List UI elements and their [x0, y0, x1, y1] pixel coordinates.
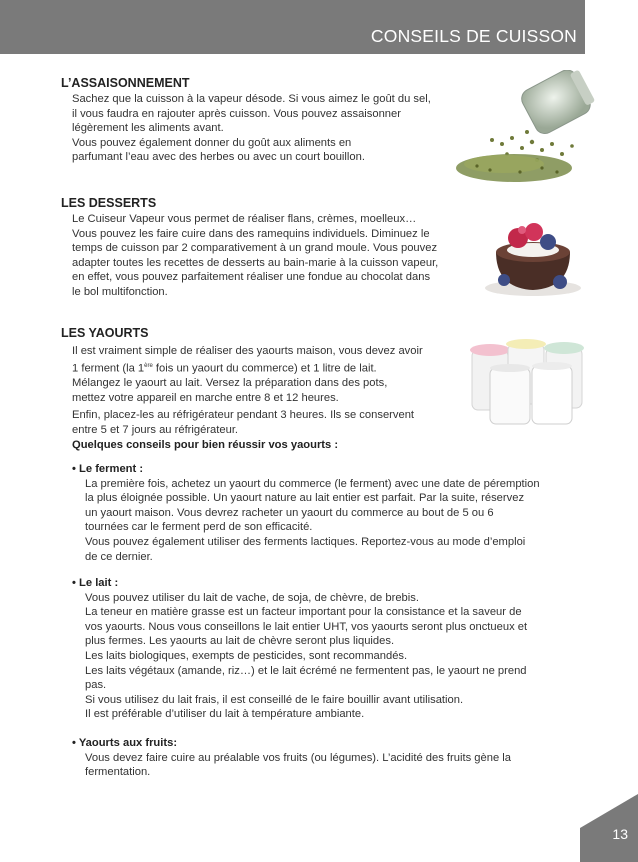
text-line: légèrement les aliments avant.	[72, 122, 224, 135]
text-line: pas.	[85, 679, 107, 692]
text-line: temps de cuisson par 2 comparativement à un grand moule. Vous pouvez	[72, 242, 438, 255]
text-line: La première fois, achetez un yaourt du commerce (le ferment) avec une date de péremption	[85, 477, 540, 490]
text-line: un yaourt maison. Vous devrez racheter un yaourt du commerce au bout de 5 ou 6	[85, 506, 494, 519]
text-line: Mélangez le yaourt au lait. Versez la préparation dans des pots,	[72, 376, 388, 389]
section-header-band	[0, 0, 585, 54]
text-fragment: 1 ferment (la 1	[72, 362, 145, 375]
text-line: Il est vraiment simple de réaliser des yaourts maison, vous devez avoir	[72, 345, 423, 357]
text-line: Sachez que la cuisson à la vapeur désode. Si vous aimez le goût du sel,	[72, 93, 431, 105]
text-line: tournées car le ferment perd de son efficacité.	[85, 521, 313, 534]
text-line: en effet, vous pouvez parfaitement réaliser une fondue au chocolat dans	[72, 271, 431, 284]
seasoning-text	[72, 92, 472, 165]
page-corner-tab	[580, 794, 638, 862]
text-line: Les laits végétaux (amande, riz…) et le lait écrémé ne fermentent pas, le yaourt ne prend	[85, 664, 527, 677]
text-line: vos yaourts. Nous vous conseillons le lait entier UHT, vos yaourts seront plus onctueux et	[85, 620, 528, 633]
bullet-label: • Le ferment :	[72, 463, 144, 475]
seasoning-heading: L’ASSAISONNEMENT	[61, 76, 190, 90]
text-line: la plus éloignée possible. Un yaourt nature au lait entier est parfait. Par la suite, réservez	[85, 492, 525, 505]
page-title: CONSEILS DE CUISSON	[370, 26, 577, 46]
text-line: Vous pouvez utiliser du lait de vache, de soja, de chèvre, de brebis.	[85, 591, 419, 604]
text-line: Vous pouvez également utiliser des ferments lactiques. Reportez-vous au mode d’emploi	[85, 535, 526, 548]
text-line: Si vous utilisez du lait frais, il est conseillé de le faire bouillir avant utilisation.	[85, 693, 464, 706]
yogurts-heading: LES YAOURTS	[61, 326, 149, 340]
text-line: de ce dernier.	[85, 550, 153, 563]
desserts-heading: LES DESSERTS	[61, 196, 157, 210]
text-line	[72, 359, 461, 376]
text-line: Il est préférable d’utiliser du lait à température ambiante.	[85, 708, 365, 721]
text-line: Le Cuiseur Vapeur vous permet de réaliser flans, crèmes, moelleux…	[72, 213, 417, 225]
text-line: La teneur en matière grasse est un facteur important pour la consistance et la saveur de	[85, 606, 522, 619]
bullet-label: • Le lait :	[72, 577, 119, 589]
bullet-label-text: Le ferment :	[79, 463, 144, 475]
page-number: 13	[612, 826, 628, 842]
bullet-text	[72, 751, 582, 780]
desserts-text	[72, 212, 476, 300]
bullet-text	[72, 591, 582, 722]
bullet-text	[72, 477, 582, 565]
text-line: Vous devez faire cuire au préalable vos fruits (ou légumes). L’acidité des fruits gène la	[85, 751, 511, 764]
bullet-label-text: Le lait :	[79, 577, 119, 589]
chocolate-cake-image	[478, 208, 588, 300]
bullet-ferment	[72, 462, 582, 564]
herbs-jar-image	[432, 70, 602, 190]
text-line: entre 5 et 7 jours au réfrigérateur.	[72, 423, 239, 436]
text-fragment: fois un yaourt du commerce) et 1 litre de lait.	[152, 362, 377, 375]
text-line: plus fermes. Les yaourts au lait de chèvre seront plus liquides.	[85, 635, 395, 648]
bullet-fruit-yogurts	[72, 736, 582, 780]
bullet-label-text: Yaourts aux fruits:	[78, 737, 178, 749]
tips-heading: Quelques conseils pour bien réussir vos yaourts :	[72, 439, 339, 452]
text-line: parfumant l’eau avec des herbes ou avec un court bouillon.	[72, 151, 365, 164]
bullet-milk	[72, 576, 582, 722]
text-line: Vous pouvez les faire cuire dans des ramequins individuels. Diminuez le	[72, 227, 430, 240]
text-line: le bol multifonction.	[72, 285, 168, 298]
text-line: Enfin, placez-les au réfrigérateur pendant 3 heures. Ils se conservent	[72, 409, 415, 422]
text-line: Vous pouvez également donner du goût aux aliments en	[72, 136, 352, 149]
text-line: mettez votre appareil en marche entre 8 et 12 heures.	[72, 391, 339, 404]
text-line: il vous faudra en rajouter après cuisson. Vous pouvez assaisonner	[72, 107, 401, 120]
yogurts-intro	[72, 344, 461, 453]
text-line: Les laits biologiques, exempts de pesticides, sont recommandés.	[85, 649, 408, 662]
bullet-label: • Yaourts aux fruits:	[72, 737, 178, 749]
superscript: ère	[144, 362, 153, 369]
yogurt-pots-image	[460, 338, 600, 428]
text-line: fermentation.	[85, 766, 151, 779]
text-line: adapter toutes les recettes de desserts au bain-marie à la cuisson vapeur,	[72, 256, 439, 269]
